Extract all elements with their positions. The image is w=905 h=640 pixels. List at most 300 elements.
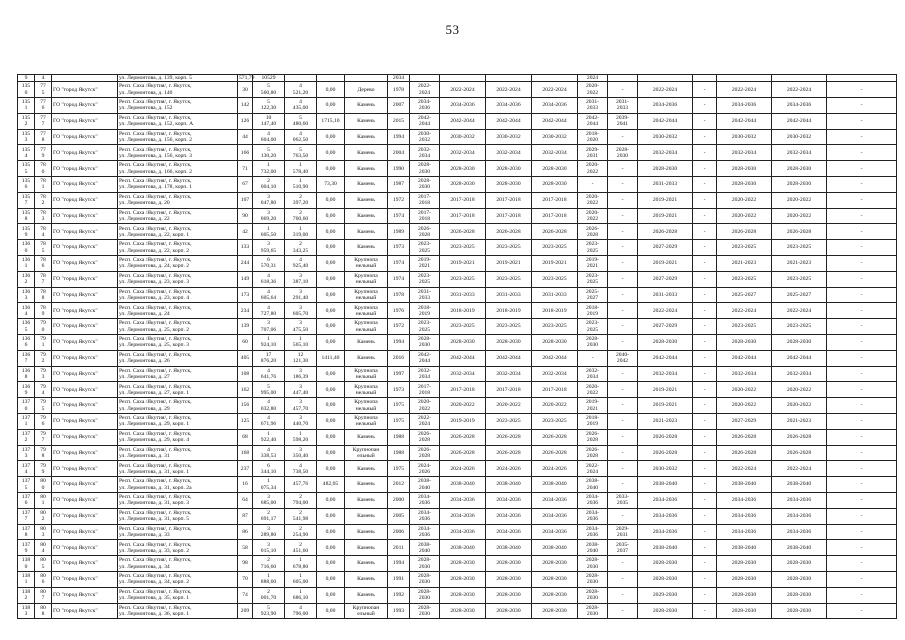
table-cell: 2026- 2028 <box>410 224 440 240</box>
table-cell: 2020-2022 <box>440 398 486 414</box>
table-cell: Респ. Саха /Якутия/, г. Якутск, ул. Лермонтова, д. 31 <box>118 445 238 461</box>
table-cell: 78 6 <box>35 256 52 272</box>
table-cell <box>717 75 772 82</box>
table-cell <box>410 75 440 82</box>
table-cell: Респ. Саха /Якутия/, г. Якутск, ул. Лермонтова, д. 22 <box>118 208 238 224</box>
table-cell: 2028-2030 <box>532 587 578 603</box>
table-cell: 80 8 <box>35 603 52 619</box>
table-cell: 2028-2030 <box>772 571 827 587</box>
table-cell: 2019-2021 <box>638 382 693 398</box>
table-cell: Респ. Саха /Якутия/, г. Якутск, ул. Лермонтова, д. 31, корп. 1 <box>118 461 238 477</box>
table-cell: - <box>693 98 717 114</box>
table-cell: - <box>827 319 897 335</box>
table-cell: 4 618,36 <box>253 271 285 287</box>
table-cell: 2030- 2032 <box>410 129 440 145</box>
table-cell: 2019-2021 <box>638 192 693 208</box>
table-cell: 405 <box>238 350 253 366</box>
table-cell: 78 3 <box>35 208 52 224</box>
table-cell: 2028-2030 <box>772 587 827 603</box>
table-cell <box>827 75 897 82</box>
table-cell: - <box>608 335 638 351</box>
table-cell: 1 686,10 <box>285 587 317 603</box>
table-row <box>18 477 897 493</box>
table-cell: 0,00 <box>317 508 345 524</box>
table-cell: 2024-2026 <box>440 461 486 477</box>
table-cell: 2034-2036 <box>486 492 532 508</box>
table-cell: 2038-2040 <box>440 540 486 556</box>
table-cell: - <box>693 113 717 129</box>
table-cell: 2032- 2034 <box>410 145 440 161</box>
table-body <box>18 75 897 619</box>
table-cell: 2034-2036 <box>532 98 578 114</box>
table-cell: 1973 <box>388 240 410 256</box>
table-row <box>18 571 897 587</box>
table-cell: 2034-2036 <box>717 508 772 524</box>
table-cell: Респ. Саха /Якутия/, г. Якутск, ул. Лермонтова, д. 36, корп. 1 <box>118 603 238 619</box>
table-cell: 2018-2019 <box>440 303 486 319</box>
table-cell: 2022-2024 <box>717 82 772 98</box>
table-cell: 0,00 <box>317 382 345 398</box>
table-cell: 4 605,64 <box>253 287 285 303</box>
table-cell: - <box>608 398 638 414</box>
table-cell: 2026-2028 <box>486 224 532 240</box>
table-cell: 2028-2030 <box>440 161 486 177</box>
table-cell: - <box>608 161 638 177</box>
table-cell: 0,00 <box>317 224 345 240</box>
table-cell: 2020- 2022 <box>410 398 440 414</box>
table-cell: 1 598,20 <box>285 429 317 445</box>
table-cell: 2030-2032 <box>638 461 693 477</box>
table-cell: 0,00 <box>317 240 345 256</box>
table-cell: 2034-2036 <box>486 524 532 540</box>
table-cell: Камень <box>345 145 388 161</box>
table-cell: 90 <box>238 208 253 224</box>
table-cell: 2021-2023 <box>638 413 693 429</box>
table-cell: 3 047,80 <box>253 192 285 208</box>
table-cell: 3 069,20 <box>253 208 285 224</box>
table-cell: 137 6 <box>18 492 35 508</box>
table-cell: 1715,10 <box>317 113 345 129</box>
table-cell: 1974 <box>388 271 410 287</box>
table-cell: 149 <box>238 271 253 287</box>
table-cell: 2020-2022 <box>486 398 532 414</box>
table-row <box>18 366 897 382</box>
table-cell: - <box>693 445 717 461</box>
table-cell: ГО "город Якутск" <box>52 319 118 335</box>
table-row <box>18 129 897 145</box>
table-cell: - <box>693 508 717 524</box>
table-cell: 2029- 2031 <box>578 145 608 161</box>
table-cell: Деревo <box>345 82 388 98</box>
table-cell: 2034-2036 <box>638 524 693 540</box>
table-cell: - <box>693 603 717 619</box>
table-cell: 107 <box>238 192 253 208</box>
table-cell: 2028- 2030 <box>578 587 608 603</box>
table-cell: 2028-2030 <box>638 556 693 572</box>
table-cell: 1 922,40 <box>253 429 285 445</box>
table-cell: 2034- 2036 <box>410 492 440 508</box>
table-cell: 2020-2022 <box>772 208 827 224</box>
table-row <box>18 287 897 303</box>
table-cell: 80 4 <box>35 540 52 556</box>
table-cell: Камень <box>345 240 388 256</box>
table-cell: 135 5 <box>18 161 35 177</box>
table-cell: 2028-2030 <box>486 556 532 572</box>
table-cell: 0,00 <box>317 287 345 303</box>
table-cell: 2034-2036 <box>717 524 772 540</box>
table-cell: 2028- 2030 <box>578 603 608 619</box>
table-cell: 2026- 2028 <box>410 429 440 445</box>
table-cell: Камень <box>345 556 388 572</box>
table-cell: ГО "город Якутск" <box>52 208 118 224</box>
table-cell: 135 3 <box>18 129 35 145</box>
table-cell: 86 <box>238 524 253 540</box>
table-cell: 2028-2030 <box>440 177 486 193</box>
table-cell: 0,00 <box>317 556 345 572</box>
table-cell: 2018-2019 <box>486 303 532 319</box>
table-cell: 2028- 2030 <box>608 145 638 161</box>
table-cell: 2028-2030 <box>772 603 827 619</box>
table-cell: 2028-2030 <box>486 603 532 619</box>
table-cell: Респ. Саха /Якутия/, г. Якутск, ул. Лермонтова, д. 34 <box>118 556 238 572</box>
table-cell: 2034-2036 <box>772 524 827 540</box>
table-cell: 80 3 <box>35 524 52 540</box>
table-cell: - <box>693 303 717 319</box>
table-cell: 2038-2040 <box>717 477 772 493</box>
table-cell: - <box>693 287 717 303</box>
table-cell: ГО "город Якутск" <box>52 508 118 524</box>
table-row <box>18 445 897 461</box>
table-cell: - <box>693 413 717 429</box>
table-cell: 2006 <box>388 524 410 540</box>
table-cell: Респ. Саха /Якутия/, г. Якутск, ул. Лермонтова, д. 140 <box>118 82 238 98</box>
table-cell: - <box>693 398 717 414</box>
table-cell: - <box>827 382 897 398</box>
table-cell: 0,00 <box>317 335 345 351</box>
table-cell: 2038-2040 <box>486 540 532 556</box>
table-cell: Крупнопа нельный <box>345 366 388 382</box>
table-cell: - <box>608 571 638 587</box>
table-cell: Респ. Саха /Якутия/, г. Якутск, ул. Лермонтова, д. 25, корп. 3 <box>118 335 238 351</box>
table-cell: 2022-2024 <box>440 82 486 98</box>
table-cell: 3 707,06 <box>253 319 285 335</box>
table-cell: - <box>827 398 897 414</box>
table-cell: 2 254,90 <box>285 524 317 540</box>
table-cell: 4 338,53 <box>253 445 285 461</box>
table-cell: 68 <box>238 429 253 445</box>
table-cell: 2028-2030 <box>486 587 532 603</box>
table-cell: 139 <box>238 319 253 335</box>
table-cell: 2028-2030 <box>717 603 772 619</box>
table-cell: 2026-2028 <box>440 445 486 461</box>
table-cell: 2026-2028 <box>486 429 532 445</box>
table-cell: 137 0 <box>18 398 35 414</box>
table-cell: - <box>693 587 717 603</box>
table-cell: 2021-2023 <box>717 256 772 272</box>
table-cell: 2028-2030 <box>486 335 532 351</box>
table-cell: 67 <box>238 177 253 193</box>
table-cell: 2026-2028 <box>532 429 578 445</box>
table-cell: 2034-2036 <box>772 98 827 114</box>
table-cell: 138 3 <box>18 603 35 619</box>
table-cell <box>317 75 345 82</box>
table-cell: 10 147,40 <box>253 113 285 129</box>
table-cell: 0,00 <box>317 129 345 145</box>
table-cell: 2017-2018 <box>486 382 532 398</box>
table-cell: 135 7 <box>18 192 35 208</box>
table-cell: 2022-2024 <box>772 461 827 477</box>
table-cell: Камень <box>345 477 388 493</box>
table-cell: 2034- 2036 <box>578 492 608 508</box>
table-row <box>18 556 897 572</box>
table-cell: ГО "город Якутск" <box>52 429 118 445</box>
table-cell: Респ. Саха /Якутия/, г. Якутск, ул. Лермонтова, д. 29 <box>118 398 238 414</box>
table-cell: 2020- 2022 <box>578 161 608 177</box>
table-cell: 2034-2036 <box>532 524 578 540</box>
table-cell: 80 2 <box>35 508 52 524</box>
table-row <box>18 82 897 98</box>
table-cell: 2022-2024 <box>717 303 772 319</box>
table-cell: 137 3 <box>18 445 35 461</box>
table-cell: 136 5 <box>18 319 35 335</box>
table-cell: 2022- 2024 <box>410 82 440 98</box>
table-cell: - <box>827 161 897 177</box>
table-cell: 2020- 2022 <box>578 192 608 208</box>
table-cell: - <box>827 350 897 366</box>
table-cell: 2028-2030 <box>532 161 578 177</box>
table-cell: - <box>693 366 717 382</box>
table-cell: - <box>827 603 897 619</box>
table-cell: 2021-2023 <box>772 256 827 272</box>
table-cell: 1 924,10 <box>253 335 285 351</box>
table-cell: 1411,40 <box>317 350 345 366</box>
table-cell: 58 <box>238 540 253 556</box>
table-cell: 2034-2036 <box>440 508 486 524</box>
table-cell: 2023-2025 <box>486 271 532 287</box>
table-cell: 2042- 2044 <box>410 113 440 129</box>
table-cell: 2023-2025 <box>717 319 772 335</box>
table-cell: 80 7 <box>35 587 52 603</box>
table-cell: ГО "город Якутск" <box>52 129 118 145</box>
table-cell: 1975 <box>388 413 410 429</box>
table-cell: - <box>827 271 897 287</box>
table-cell: 0,00 <box>317 524 345 540</box>
table-cell: 2042-2044 <box>486 350 532 366</box>
table-cell: 1994 <box>388 556 410 572</box>
table-cell: - <box>608 445 638 461</box>
table-cell: 2032-2034 <box>717 366 772 382</box>
table-cell: Крупнопа нельный <box>345 271 388 287</box>
table-cell: 2042-2044 <box>772 350 827 366</box>
table-cell: 3 685,00 <box>253 492 285 508</box>
table-cell: 78 2 <box>35 192 52 208</box>
table-cell: 1978 <box>388 82 410 98</box>
table-cell: 2038- 2040 <box>578 477 608 493</box>
table-cell: 0,00 <box>317 587 345 603</box>
table-cell: 2028-2030 <box>717 571 772 587</box>
table-cell: 0,00 <box>317 98 345 114</box>
table-cell: 2028-2030 <box>440 587 486 603</box>
table-cell: 3 959,65 <box>253 240 285 256</box>
table-cell: 2020-2022 <box>532 398 578 414</box>
table-cell: 1973 <box>388 382 410 398</box>
table-cell: Респ. Саха /Якутия/, г. Якутск, ул. Лермонтова, д. 27 <box>118 366 238 382</box>
table-cell: - <box>608 256 638 272</box>
table-cell: 136 2 <box>18 271 35 287</box>
table-cell: 78 8 <box>35 287 52 303</box>
table-cell: 136 9 <box>18 382 35 398</box>
table-cell: 73,30 <box>317 177 345 193</box>
table-cell: 1994 <box>388 129 410 145</box>
table-cell: 2034-2036 <box>440 492 486 508</box>
table-cell: 2032-2034 <box>440 145 486 161</box>
table-row <box>18 75 897 82</box>
table-cell: 74 <box>238 587 253 603</box>
table-cell: 2038-2040 <box>717 540 772 556</box>
table-cell: 2026-2028 <box>440 429 486 445</box>
table-cell: 2034- 2036 <box>410 524 440 540</box>
table-cell: - <box>608 224 638 240</box>
table-cell: 2028-2030 <box>532 335 578 351</box>
table-cell: 209 <box>238 603 253 619</box>
table-cell: 168 <box>238 445 253 461</box>
table-cell: 2034-2036 <box>638 492 693 508</box>
table-cell: ГО "город Якутск" <box>52 82 118 98</box>
table-cell: 3 605,70 <box>285 303 317 319</box>
table-cell: 2028- 2030 <box>578 571 608 587</box>
table-cell: 0,00 <box>317 256 345 272</box>
table-cell: 234 <box>238 303 253 319</box>
table-cell: 2038-2040 <box>638 540 693 556</box>
table-cell: 2023-2025 <box>486 240 532 256</box>
table-cell: Респ. Саха /Якутия/, г. Якутск, ул. Лермонтова, д. 22, корп. 1 <box>118 224 238 240</box>
table-cell: 2032-2034 <box>772 366 827 382</box>
table-cell: 2023-2025 <box>532 271 578 287</box>
table-cell: 0,00 <box>317 192 345 208</box>
table-cell: 2032-2034 <box>486 366 532 382</box>
table-cell: 79 2 <box>35 350 52 366</box>
table-cell: Крупнопа нельный <box>345 319 388 335</box>
table-cell: 0,00 <box>317 413 345 429</box>
table-cell: 137 9 <box>18 540 35 556</box>
table-cell: 2028-2030 <box>440 335 486 351</box>
table-cell: 2027-2029 <box>717 413 772 429</box>
table-cell: Камень <box>345 461 388 477</box>
table-cell: 1972 <box>388 192 410 208</box>
table-cell: - <box>827 413 897 429</box>
table-cell: 98 <box>238 556 253 572</box>
table-cell: 2022- 2024 <box>578 461 608 477</box>
table-cell: 2 004,10 <box>253 177 285 193</box>
table-cell: - <box>693 145 717 161</box>
table-cell: - <box>827 303 897 319</box>
table-row <box>18 192 897 208</box>
table-cell: - <box>827 240 897 256</box>
table-cell: 0,00 <box>317 161 345 177</box>
table-cell <box>345 75 388 82</box>
table-cell: 2042- 2044 <box>578 113 608 129</box>
table-cell: Камень <box>345 208 388 224</box>
table-cell: 30 <box>238 82 253 98</box>
table-cell: - <box>608 319 638 335</box>
table-cell: 2028- 2030 <box>410 603 440 619</box>
table-cell: 1972 <box>388 319 410 335</box>
table-cell: - <box>578 350 608 366</box>
table-cell: Камень <box>345 161 388 177</box>
table-cell: Камень <box>345 587 388 603</box>
table-cell: 244 <box>238 256 253 272</box>
table-cell: 2 343,25 <box>285 240 317 256</box>
table-cell: 1 510,90 <box>285 177 317 193</box>
table-cell: 2021-2023 <box>772 413 827 429</box>
table-cell: 4 727,80 <box>253 303 285 319</box>
table-cell: 0,00 <box>317 571 345 587</box>
table-cell: 2023-2025 <box>717 271 772 287</box>
table-cell: - <box>827 256 897 272</box>
table-row <box>18 113 897 129</box>
table-cell: - <box>608 129 638 145</box>
table-cell: Респ. Саха /Якутия/, г. Якутск, ул. Лермонтова, д. 23, корп. 4 <box>118 287 238 303</box>
table-cell: ГО "город Якутск" <box>52 161 118 177</box>
table-cell: 138 2 <box>18 587 35 603</box>
table-cell: 2030-2032 <box>717 129 772 145</box>
table-cell: 482,05 <box>317 477 345 493</box>
table-row <box>18 271 897 287</box>
table-row <box>18 161 897 177</box>
table-cell: 80 0 <box>35 477 52 493</box>
table-cell: - <box>827 192 897 208</box>
table-cell: 1 605,00 <box>285 571 317 587</box>
table-cell: 2034-2036 <box>772 492 827 508</box>
table-cell: Респ. Саха /Якутия/, г. Якутск, ул. Лермонтова, д. 33 <box>118 524 238 540</box>
table-cell: 3 440,70 <box>285 413 317 429</box>
table-cell: 571,79 <box>239 75 255 81</box>
table-cell: 2026-2028 <box>638 224 693 240</box>
table-cell: 1 565,10 <box>285 335 317 351</box>
table-cell: 0,00 <box>317 271 345 287</box>
table-cell: 1990 <box>388 161 410 177</box>
table-cell: 2028-2030 <box>638 603 693 619</box>
table-cell: 125 <box>238 413 253 429</box>
table-cell: 2028-2030 <box>532 556 578 572</box>
table-cell: 137 7 <box>18 508 35 524</box>
table-cell: 1974 <box>388 256 410 272</box>
table-cell: 1987 <box>388 177 410 193</box>
table-cell: Крупнопа нельный <box>345 413 388 429</box>
table-cell: 2023-2025 <box>532 413 578 429</box>
table-cell: 64 <box>238 492 253 508</box>
table-cell: 0,00 <box>317 145 345 161</box>
table-cell: 79 3 <box>35 366 52 382</box>
table-cell: Респ. Саха /Якутия/, г. Якутск, ул. Лермонтова, д. 152, корп. А <box>118 113 238 129</box>
table-cell: 2019-2021 <box>532 256 578 272</box>
table-cell: 2 541,98 <box>285 508 317 524</box>
table-cell: 2034-2036 <box>638 98 693 114</box>
table-cell: 17 876,20 <box>253 350 285 366</box>
table-row <box>18 492 897 508</box>
table-cell: ГО "город Якутск" <box>52 540 118 556</box>
table-cell: 2017-2018 <box>486 208 532 224</box>
table-cell: 2020- 2022 <box>578 382 608 398</box>
table-cell: 3 475,50 <box>285 319 317 335</box>
table-cell: - <box>693 556 717 572</box>
table-cell: 2034-2036 <box>717 98 772 114</box>
table-cell: 2023-2025 <box>532 240 578 256</box>
table-cell: 2042-2044 <box>440 113 486 129</box>
table-cell: 1 888,60 <box>253 571 285 587</box>
table-cell: 2017-2018 <box>440 208 486 224</box>
table-cell: - <box>827 477 897 493</box>
